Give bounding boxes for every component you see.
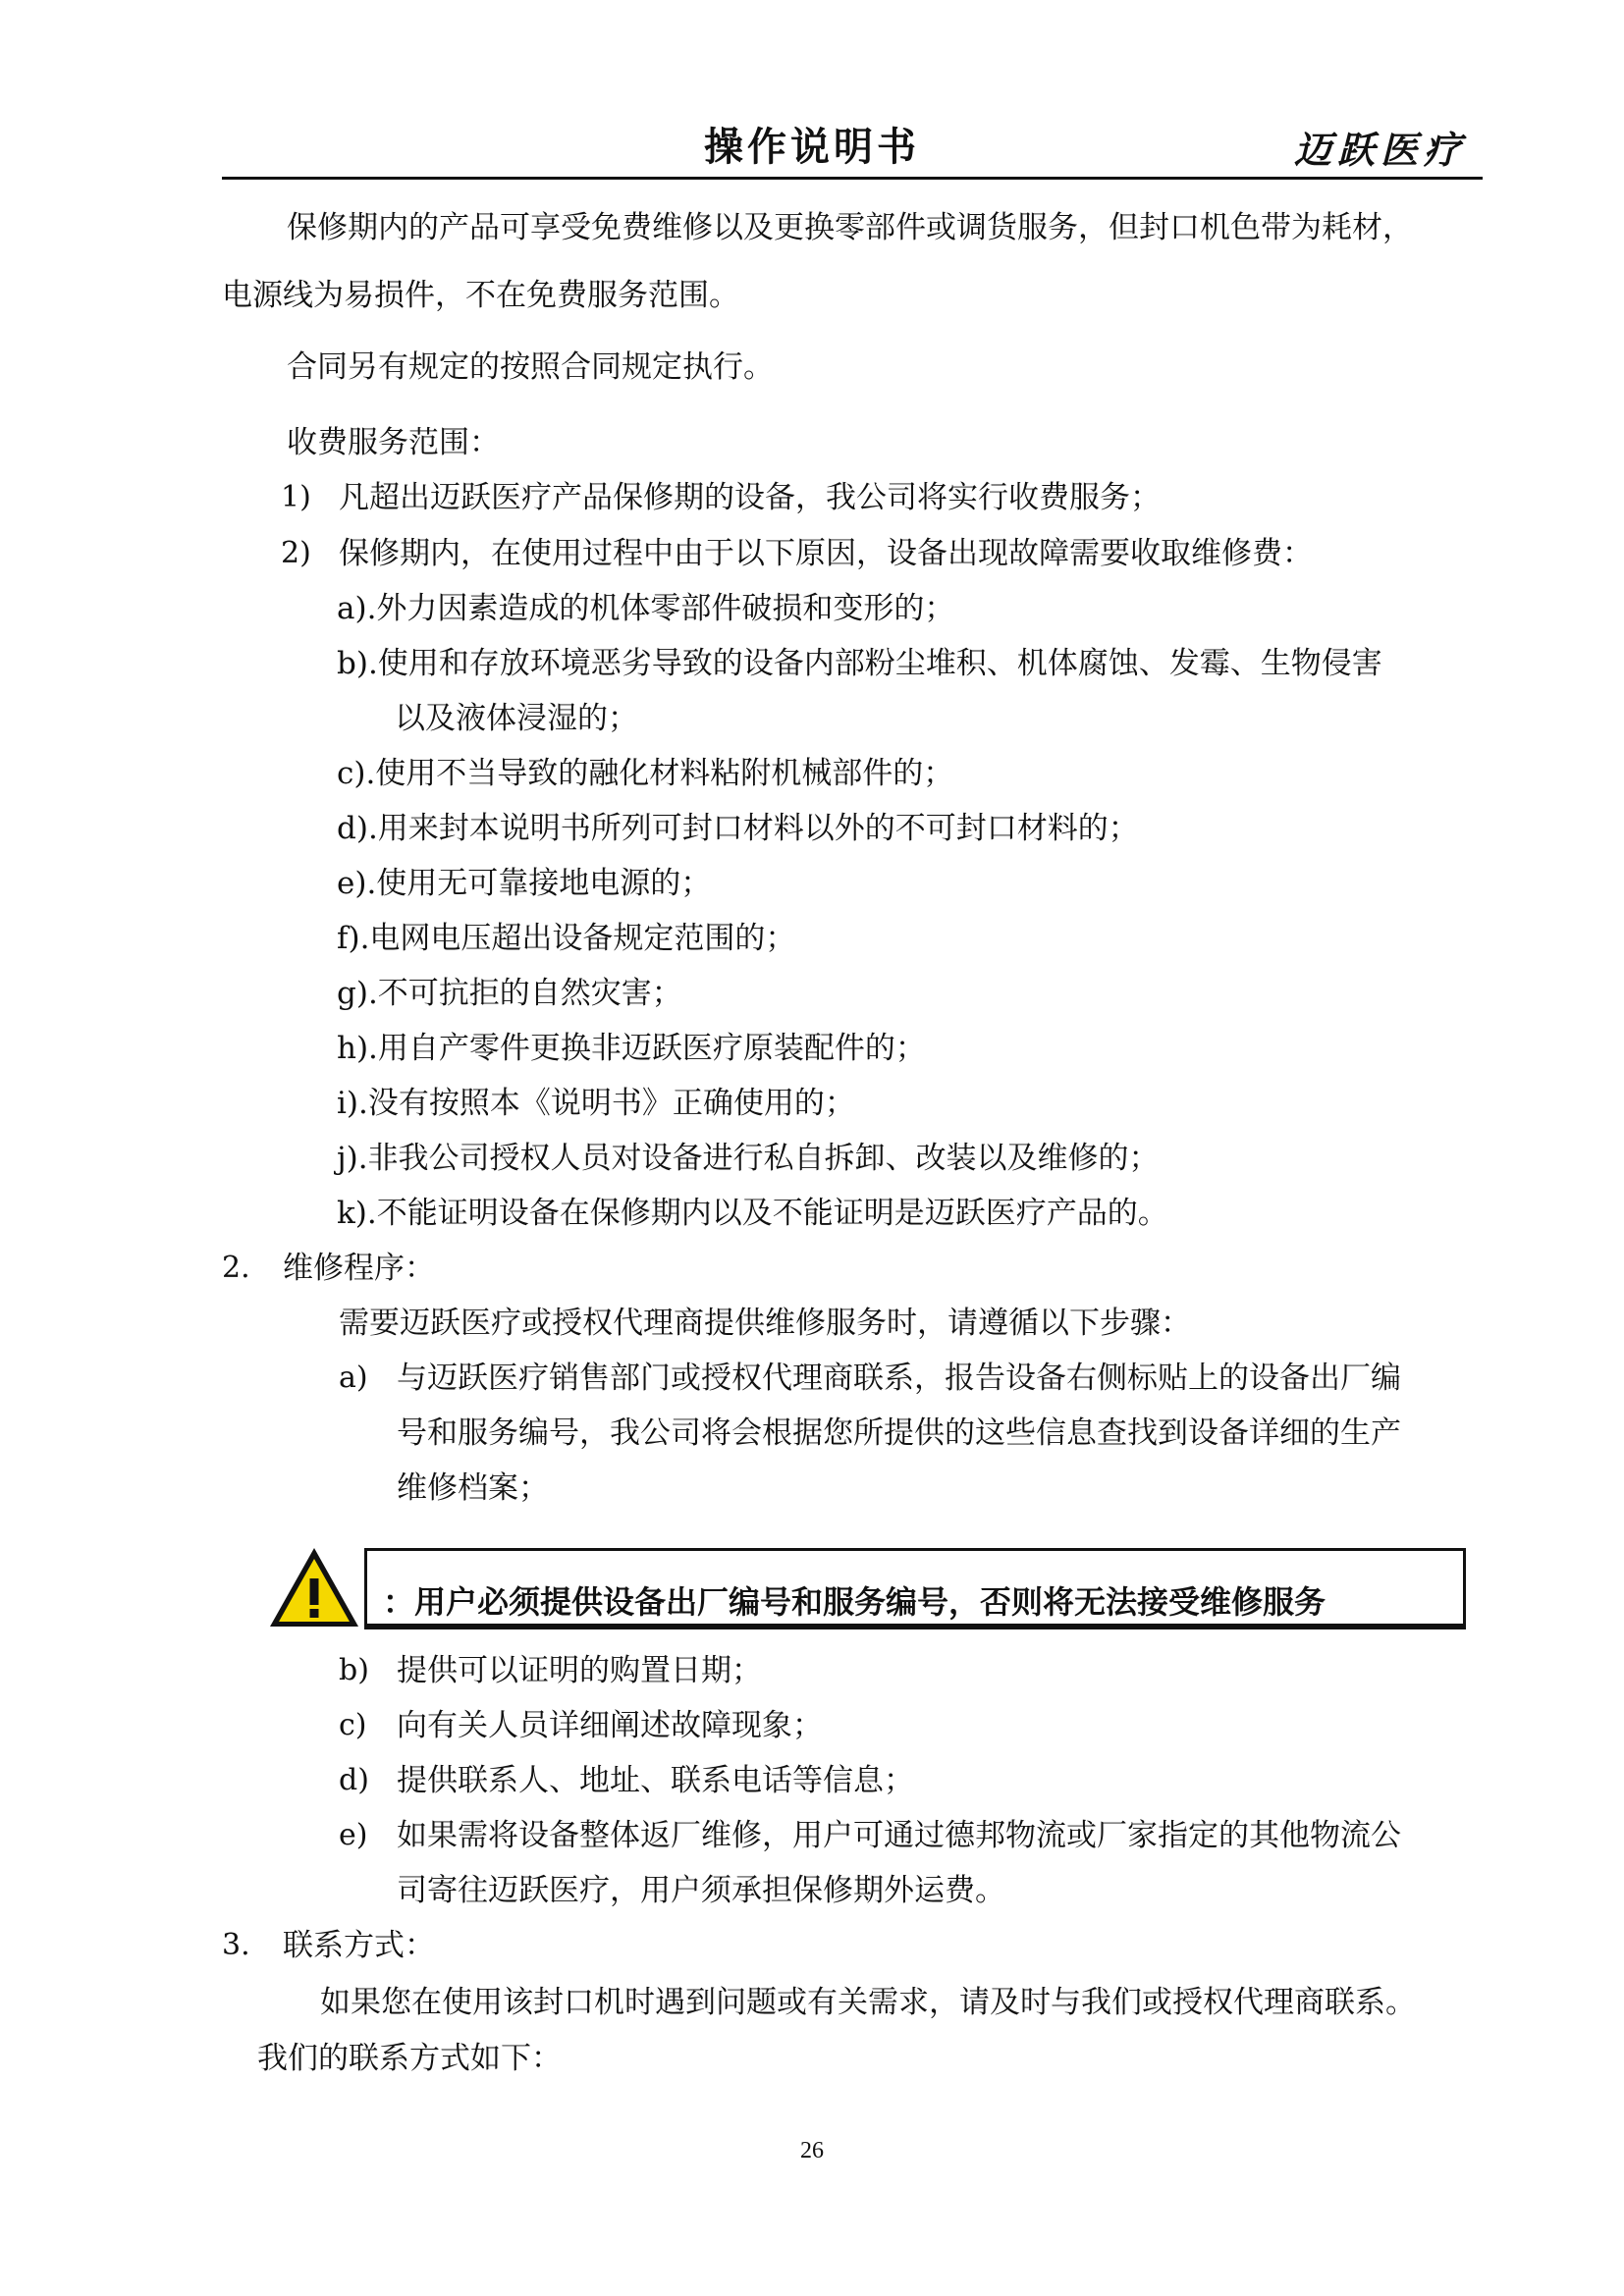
reason-item: c).使用不当导致的融化材料粘附机械部件的； <box>337 756 954 791</box>
section-title: 维修程序： <box>283 1251 435 1286</box>
reason-item: b).使用和存放环境恶劣导致的设备内部粉尘堆积、机体腐蚀、发霉、生物侵害 <box>337 646 1382 681</box>
step-label: b) <box>339 1653 369 1687</box>
contact-paragraph-line1: 如果您在使用该封口机时遇到问题或有关需求，请及时与我们或授权代理商联系。 <box>320 1985 1416 2020</box>
list-item: 凡超出迈跃医疗产品保修期的设备，我公司将实行收费服务； <box>339 480 1161 515</box>
step-label: d) <box>339 1763 369 1797</box>
warning-text: ：用户必须提供设备出厂编号和服务编号，否则将无法接受维修服务 <box>383 1583 1326 1621</box>
intro-paragraph-line2: 电源线为易损件，不在免费服务范围。 <box>222 278 739 313</box>
step-text: 提供联系人、地址、联系电话等信息； <box>397 1763 914 1798</box>
warning-icon <box>267 1545 361 1629</box>
reason-item: i).没有按照本《说明书》正确使用的； <box>337 1086 855 1121</box>
step-text-continuation: 维修档案； <box>397 1470 549 1506</box>
step-text: 与迈跃医疗销售部门或授权代理商联系，报告设备右侧标贴上的设备出厂编 <box>397 1361 1401 1396</box>
step-text: 如果需将设备整体返厂维修，用户可通过德邦物流或厂家指定的其他物流公 <box>397 1818 1401 1853</box>
step-label: e) <box>339 1818 368 1852</box>
list-item: 保修期内，在使用过程中由于以下原因，设备出现故障需要收取维修费： <box>339 536 1313 571</box>
step-label: a) <box>339 1361 368 1395</box>
reason-item: j).非我公司授权人员对设备进行私自拆卸、改装以及维修的； <box>337 1141 1160 1176</box>
reason-item: d).用来封本说明书所列可封口材料以外的不可封口材料的； <box>337 811 1139 846</box>
list-number: 1) <box>281 480 311 514</box>
reason-item: f).电网电压超出设备规定范围的； <box>337 921 796 956</box>
header-divider <box>222 177 1483 180</box>
reason-item-continuation: 以及液体浸湿的； <box>395 701 638 736</box>
step-text-continuation: 司寄往迈跃医疗，用户须承担保修期外运费。 <box>397 1873 1005 1908</box>
section-number: 3. <box>222 1928 250 1962</box>
reason-item: e).使用无可靠接地电源的； <box>337 866 712 901</box>
paid-scope-heading: 收费服务范围： <box>287 425 500 460</box>
reason-item: a).外力因素造成的机体零部件破损和变形的； <box>337 591 955 626</box>
section-intro: 需要迈跃医疗或授权代理商提供维修服务时，请遵循以下步骤： <box>339 1306 1191 1341</box>
section-title: 联系方式： <box>283 1928 435 1963</box>
document-title: 操作说明书 <box>704 124 920 170</box>
intro-paragraph-line1: 保修期内的产品可享受免费维修以及更换零部件或调货服务，但封口机色带为耗材， <box>287 210 1413 245</box>
step-label: c) <box>339 1708 367 1742</box>
step-text: 向有关人员详细阐述故障现象； <box>397 1708 823 1743</box>
brand-name: 迈跃医疗 <box>1293 128 1467 172</box>
contract-note: 合同另有规定的按照合同规定执行。 <box>287 349 774 385</box>
section-number: 2. <box>222 1251 250 1285</box>
list-number: 2) <box>281 536 311 570</box>
reason-item: g).不可抗拒的自然灾害； <box>337 976 682 1011</box>
reason-item: k).不能证明设备在保修期内以及不能证明是迈跃医疗产品的。 <box>337 1196 1168 1231</box>
step-text-continuation: 号和服务编号，我公司将会根据您所提供的这些信息查找到设备详细的生产 <box>397 1415 1401 1451</box>
step-text: 提供可以证明的购置日期； <box>397 1653 762 1688</box>
page-number: 26 <box>800 2138 824 2163</box>
reason-item: h).用自产零件更换非迈跃医疗原装配件的； <box>337 1031 926 1066</box>
contact-paragraph-line2: 我们的联系方式如下： <box>257 2041 562 2076</box>
